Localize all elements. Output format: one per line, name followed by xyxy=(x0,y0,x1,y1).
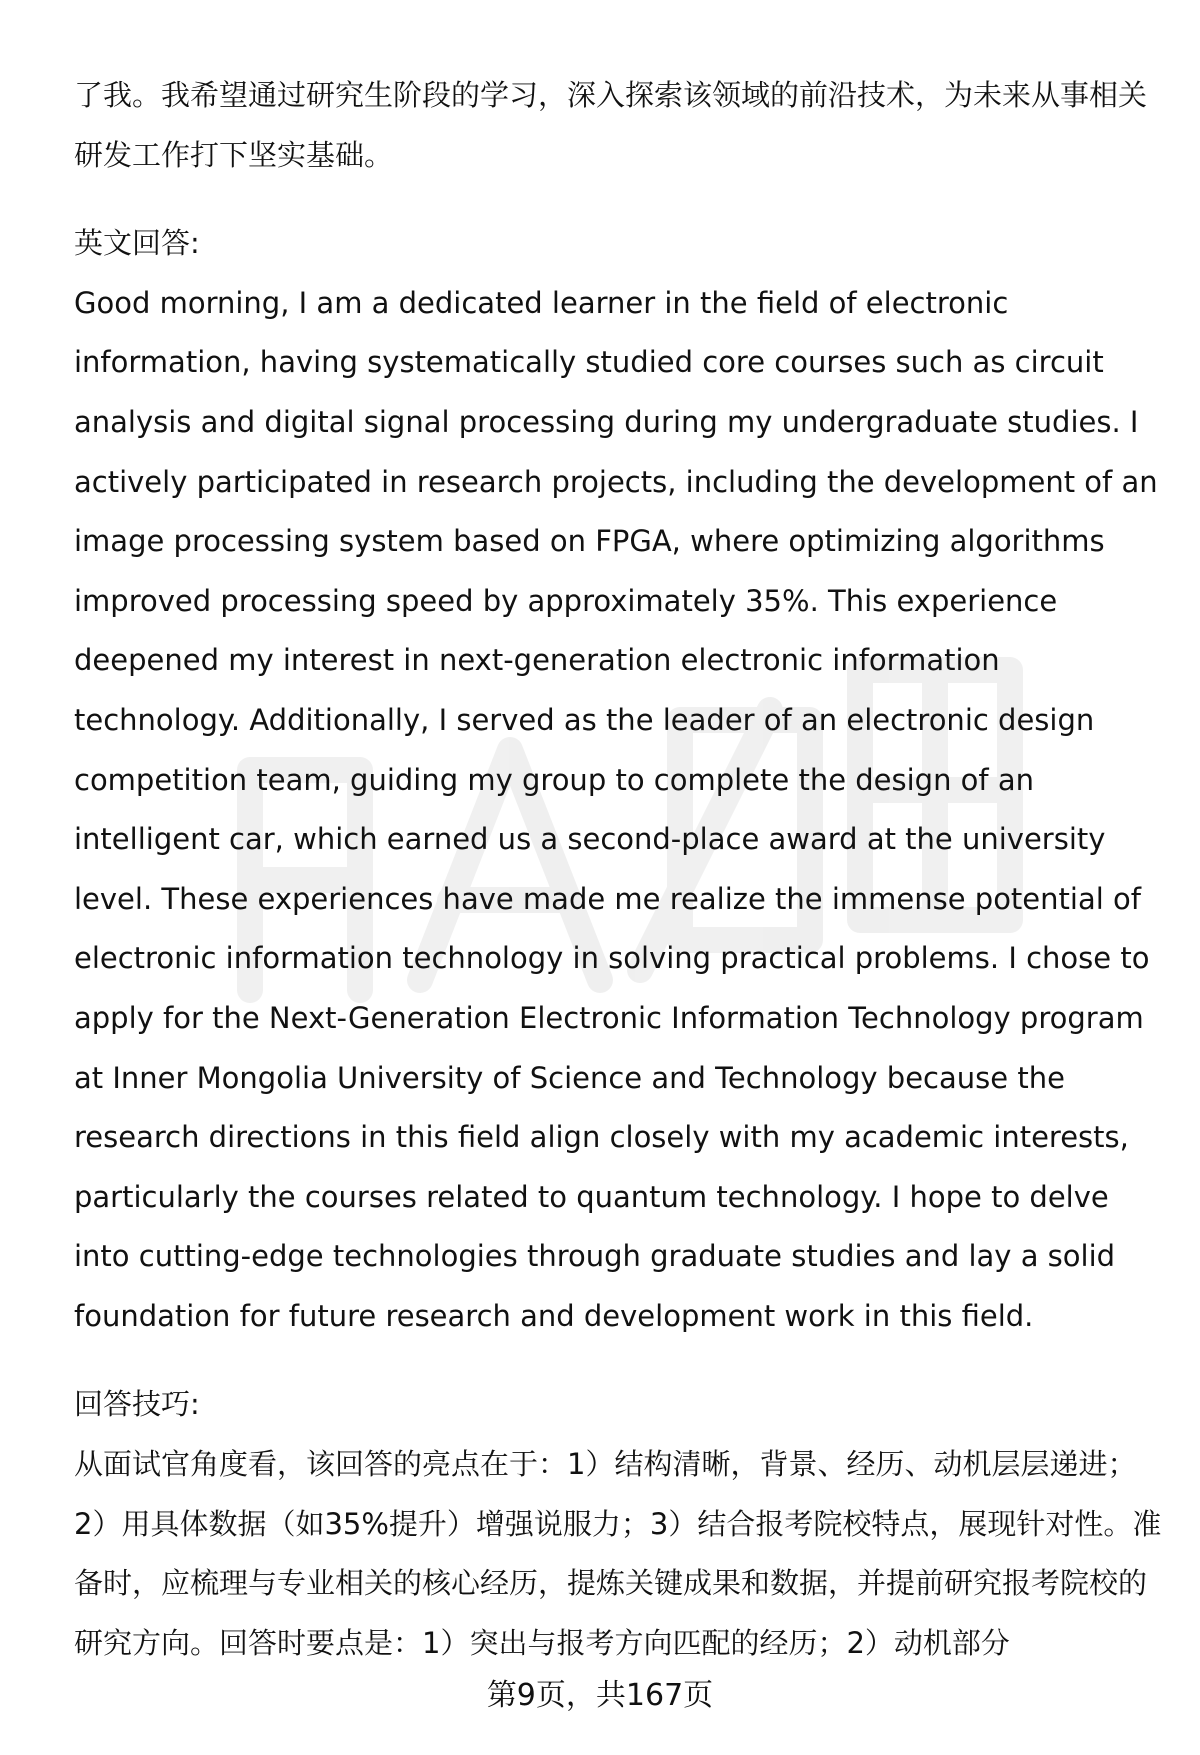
spacer xyxy=(74,185,1164,214)
spacer xyxy=(74,1346,1164,1375)
page-number-footer: 第9页，共167页 xyxy=(486,1678,714,1713)
chinese-paragraph-continued: 了我。我希望通过研究生阶段的学习，深入探索该领域的前沿技术，为未来从事相关研发工作打下坚实基础。 xyxy=(74,78,1148,172)
content-area xyxy=(74,66,1164,1673)
answer-tips-label: 回答技巧: xyxy=(74,1387,200,1422)
english-answer-text: Good morning, I am a dedicated learner in the field of electronic information, having systematically studied core courses such as circuit analysis and digital signal processing during my undergraduate studies. I actively participated in research projects, including the development of an image processing system based on FPGA, where optimizing algorithms improved processing speed by approximately 35%. This experience deepened my interest in next-generation electronic information technology. Additionally, I served as the leader of an electronic design competition team, guiding my group to complete the design of an intelligent car, which earned us a second-place award at the university level. These experiences have made me realize the immense potential of electronic information technology in solving practical problems. I chose to apply for the Next-Generation Electronic Information Technology program at Inner Mongolia University of Science and Technology because the research directions in this field align closely with my academic interests, particularly the courses related to quantum technology. I hope to delve into cutting-edge technologies through graduate studies and lay a solid foundation for future research and development work in this field. xyxy=(74,285,1158,1333)
answer-tips-text: 从面试官角度看，该回答的亮点在于：1）结构清晰，背景、经历、动机层层递进；2）用具体数据（如35%提升）增强说服力；3）结合报考院校特点，展现针对性。准备时，应梳理与专业相关的核心经历，提炼关键成果和数据，并提前研究报考院校的研究方向。回答时要点是：1）突出与报考方向匹配的经历；2）动机部分 xyxy=(74,1447,1162,1660)
english-answer-label: 英文回答: xyxy=(74,226,200,261)
